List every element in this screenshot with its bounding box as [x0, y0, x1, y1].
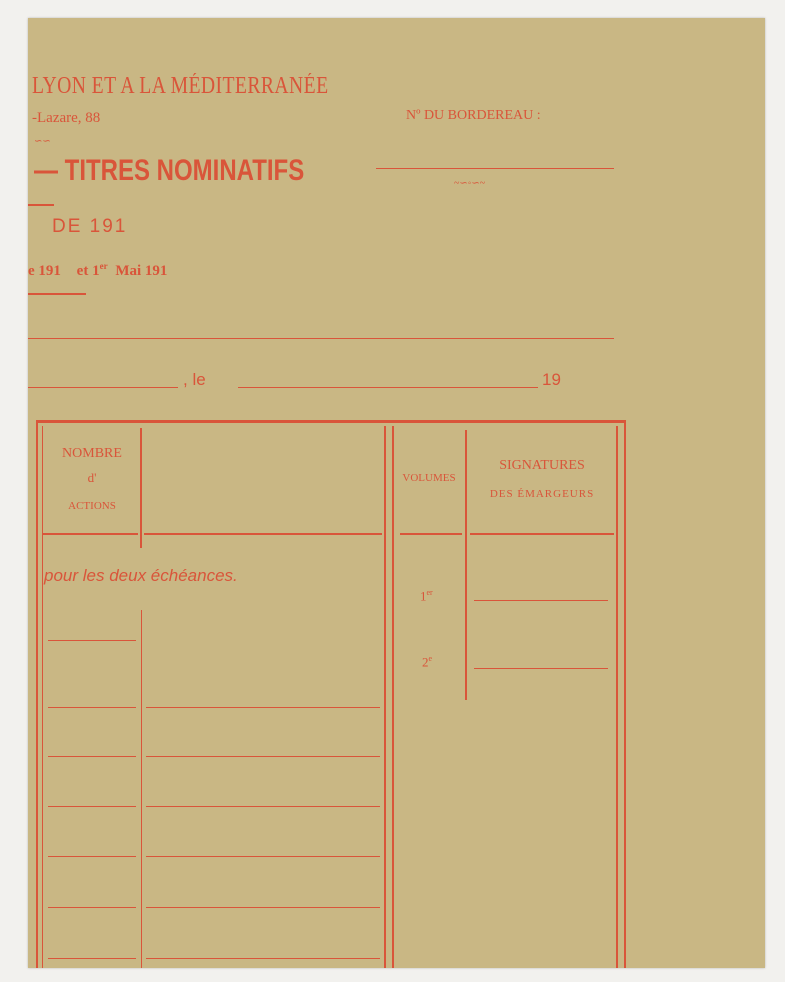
actions-row-line-3 — [48, 756, 136, 757]
ornament-left-icon: ∽∽ — [34, 136, 51, 147]
first-echeance-label — [420, 588, 433, 604]
desc-header-bottom — [144, 533, 382, 535]
first-sup: er — [426, 588, 433, 597]
name-line — [28, 338, 614, 339]
table-right-outer-border — [624, 420, 626, 968]
desc-row-line-3 — [146, 806, 380, 807]
second-number: 2 — [422, 654, 429, 670]
desc-row-line-6 — [146, 958, 380, 959]
ornament-right-icon: ~∽◦∽~ — [454, 178, 486, 189]
date-year-label: 19 — [542, 370, 561, 389]
table-left-inner-border — [42, 426, 43, 968]
col-divider-signatures — [465, 430, 467, 700]
actions-row-line-5 — [48, 856, 136, 857]
actions-row-line-1 — [48, 640, 136, 641]
dates-end: Mai 191 — [115, 263, 168, 279]
table-top-border — [36, 420, 624, 423]
actions-row-line-4 — [48, 806, 136, 807]
year-line: DE 191 — [52, 216, 128, 237]
nombre-header: NOMBRE — [62, 446, 122, 461]
bordereau-line — [376, 168, 614, 169]
second-sup: e — [428, 654, 433, 663]
first-number: 1 — [420, 588, 427, 604]
second-signature-line — [474, 668, 608, 669]
date-line — [238, 387, 538, 388]
desc-row-line-1 — [146, 707, 380, 708]
table-right-border — [616, 426, 618, 968]
actions-row-line-7 — [48, 958, 136, 959]
signatures-header-bottom — [470, 533, 614, 535]
actions-row-line-6 — [48, 907, 136, 908]
left-tick-2 — [28, 293, 86, 295]
company-address: -Lazare, 88 — [32, 110, 101, 126]
dates-sup: er — [99, 261, 108, 271]
col-divider-volumes-left-2 — [392, 426, 394, 968]
company-name: LYON ET A LA MÉDITERRANÉE — [32, 73, 329, 99]
actions-row-line-2 — [48, 707, 136, 708]
emargeurs-header: DES ÉMARGEURS — [489, 488, 595, 500]
desc-row-line-4 — [146, 856, 380, 857]
desc-row-line-2 — [146, 756, 380, 757]
second-echeance-label — [422, 654, 432, 670]
volumes-header-bottom — [400, 533, 462, 535]
echeances-note: pour les deux échéances. — [44, 566, 238, 585]
desc-row-line-5 — [146, 907, 380, 908]
col-divider-volumes-left — [384, 426, 386, 968]
col-divider-actions-bottom — [141, 610, 142, 968]
actions-header-bottom — [42, 533, 138, 535]
left-tick-1 — [28, 204, 54, 206]
date-le-label: , le — [183, 370, 206, 389]
document-sheet — [28, 18, 765, 968]
table-left-border — [36, 420, 38, 968]
dates-mid: et 1 — [76, 263, 100, 279]
first-signature-line — [474, 600, 608, 601]
dates-line — [28, 261, 167, 280]
place-line — [28, 387, 178, 388]
d-header: d' — [87, 470, 97, 485]
document-title: — TITRES NOMINATIFS — [34, 154, 305, 187]
col-divider-actions-top — [140, 428, 142, 548]
volumes-header: VOLUMES — [402, 472, 456, 484]
signatures-header: SIGNATURES — [499, 458, 585, 473]
bordereau-label: Nº DU BORDEREAU : — [406, 108, 541, 123]
dates-prefix: e 191 — [28, 263, 61, 279]
actions-header: ACTIONS — [68, 500, 116, 512]
